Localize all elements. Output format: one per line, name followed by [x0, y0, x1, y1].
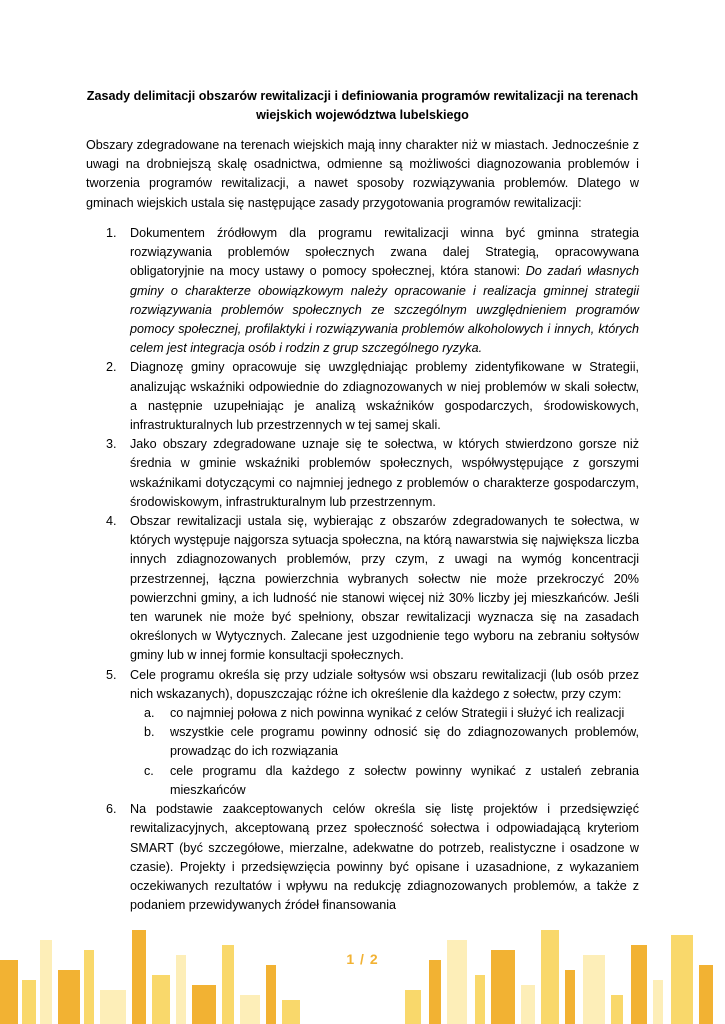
footer-decoration-left: [0, 920, 330, 1024]
sub-item-text: cele programu dla każdego z sołectw powinny wynikać z ustaleń zebrania mieszkańców: [170, 763, 639, 797]
list-item: [86, 358, 639, 435]
page-number: 1 / 2: [346, 951, 379, 967]
decor-bar: [611, 995, 623, 1024]
decor-bar: [282, 1000, 300, 1024]
rules-list: [86, 224, 639, 915]
decor-bar: [132, 930, 146, 1024]
item-text: Diagnozę gminy opracowuje się uwzględniając problemy zidentyfikowane w Strategii, analizując wskaźniki odpowiednie do zdiagnozowanych w niej problemów w skali sołectw, a następnie uzupełniając je analizą wskaźników gospodarczych, środowiskowych, infrastrukturalnych lub przestrzennych w tej samej skali.: [130, 360, 639, 433]
list-item: [86, 512, 639, 666]
intro-paragraph: Obszary zdegradowane na terenach wiejskich mają inny charakter niż w miastach. Jednocześnie z uwagi na drobniejszą skalę osadnictwa, odmienne są możliwości diagnozowania problemów i tworzenia programów rewitalizacji, a nawet sposoby rozwiązywania problemów. Dlatego w gminach wiejskich ustala się następujące zasady przygotowania programów rewitalizacji:: [86, 138, 639, 210]
decor-bar: [152, 975, 170, 1024]
sub-item-letter: a.: [144, 706, 155, 721]
item-number: 3.: [106, 437, 117, 452]
decor-bar: [583, 955, 605, 1024]
decor-bar: [653, 980, 663, 1024]
decor-bar: [405, 990, 421, 1024]
item-text: Cele programu określa się przy udziale sołtysów wsi obszaru rewitalizacji (lub osób przez nich wskazanych), dopuszczając różne ich określenie dla każdego z sołectw, przy czym:: [130, 667, 639, 701]
item-text: Obszar rewitalizacji ustala się, wybierając z obszarów zdegradowanych te sołectwa, w których występuje najgorsza sytuacja społeczna, na którą nawarstwia się największa liczba innych zdiagnozowanych problemów, przy czym, z uwagi na wymóg koncentracji przestrzennej, łączna powierzchnia wybranych sołectw nie może przekroczyć 20% powierzchni gminy, a ich ludność nie stanowi więcej niż 30% liczby jej mieszkańców. Jeśli ten warunek nie może być spełniony, obszar rewitalizacji wyznacza się na zasadach określonych w Wytycznych. Zalecane jest uzgodnienie tego wyboru na zebraniu sołtysów gminy lub w innej formie konsultacji społecznych.: [130, 514, 639, 663]
decor-bar: [671, 935, 693, 1024]
decor-bar: [240, 995, 260, 1024]
decor-bar: [631, 945, 647, 1024]
sub-item-letter: c.: [144, 763, 154, 778]
item-number: 4.: [106, 514, 117, 529]
item-number: 6.: [106, 802, 117, 817]
decor-bar: [22, 980, 36, 1024]
decor-bar: [491, 950, 515, 1024]
decor-bar: [100, 990, 126, 1024]
list-item: [86, 435, 639, 512]
decor-bar: [192, 985, 216, 1024]
list-item: [86, 224, 639, 358]
item-number: 1.: [106, 226, 117, 240]
item-number: 5.: [106, 667, 117, 682]
footer-decoration-right: [395, 920, 725, 1024]
sub-item-text: co najmniej połowa z nich powinna wynikać z celów Strategii i służyć ich realizacji: [170, 706, 625, 721]
list-item: [86, 800, 639, 915]
decor-bar: [699, 965, 713, 1024]
decor-bar: [565, 970, 575, 1024]
sub-list: [130, 704, 639, 800]
item-text: Dokumentem źródłowym dla programu rewitalizacji winna być gminna strategia rozwiązywania problemów społecznych zwana dalej Strategią, opracowywana obligatoryjnie na mocy ustawy o pomocy społecznej, która stanowi:: [130, 226, 639, 279]
sub-list-item: [130, 704, 639, 723]
sub-list-item: [130, 723, 639, 761]
decor-bar: [447, 940, 467, 1024]
item-number: 2.: [106, 360, 117, 375]
decor-bar: [541, 930, 559, 1024]
item-quote: Do zadań własnych gminy o charakterze obowiązkowym należy opracowanie i realizacja gminnej strategii rozwiązywania problemów społecznych ze szczególnym uwzględnieniem programów pomocy społecznej, profilaktyki i rozwiązywania problemów alkoholowych i innych, których celem jest integracja osób i rodzin z grup szczególnego ryzyka.: [130, 264, 639, 356]
sub-item-letter: b.: [144, 725, 155, 740]
list-item: [86, 666, 639, 800]
decor-bar: [475, 975, 485, 1024]
sub-list-item: [130, 762, 639, 800]
item-text: Jako obszary zdegradowane uznaje się te sołectwa, w których stwierdzono gorsze niż średnia w gminie wskaźniki problemów społecznych, współwystępujące z gorszymi wskaźnikami dotyczącymi co najmniej jednego z problemów o charakterze gospodarczym, środowiskowym, infrastrukturalnym lub przestrzennym.: [130, 437, 639, 509]
decor-bar: [521, 985, 535, 1024]
document-title: Zasady delimitacji obszarów rewitalizacji i definiowania programów rewitalizacji na terenach wiejskich województwa lubelskiego: [86, 89, 639, 122]
item-text: Na podstawie zaakceptowanych celów określa się listę projektów i przedsięwzięć rewitalizacyjnych, akceptowaną przez społeczność sołectwa i odpowiadającą kryteriom SMART (być szczegółowe, mierzalne, adekwatne do potrzeb, realistyczne i osadzone w czasie). Projekty i przedsięwzięcia powinny być opisane i uzasadnione, z wykazaniem oczekiwanych rezultatów i wpływu na redukcję zdiagnozowanych problemów, a także z podaniem przewidywanych źródeł finansowania: [130, 802, 639, 913]
sub-item-text: wszystkie cele programu powinny odnosić się do zdiagnozowanych problemów, prowadząc do ich rozwiązania: [170, 725, 639, 759]
decor-bar: [266, 965, 276, 1024]
decor-bar: [429, 960, 441, 1024]
decor-bar: [0, 960, 18, 1024]
decor-bar: [58, 970, 80, 1024]
